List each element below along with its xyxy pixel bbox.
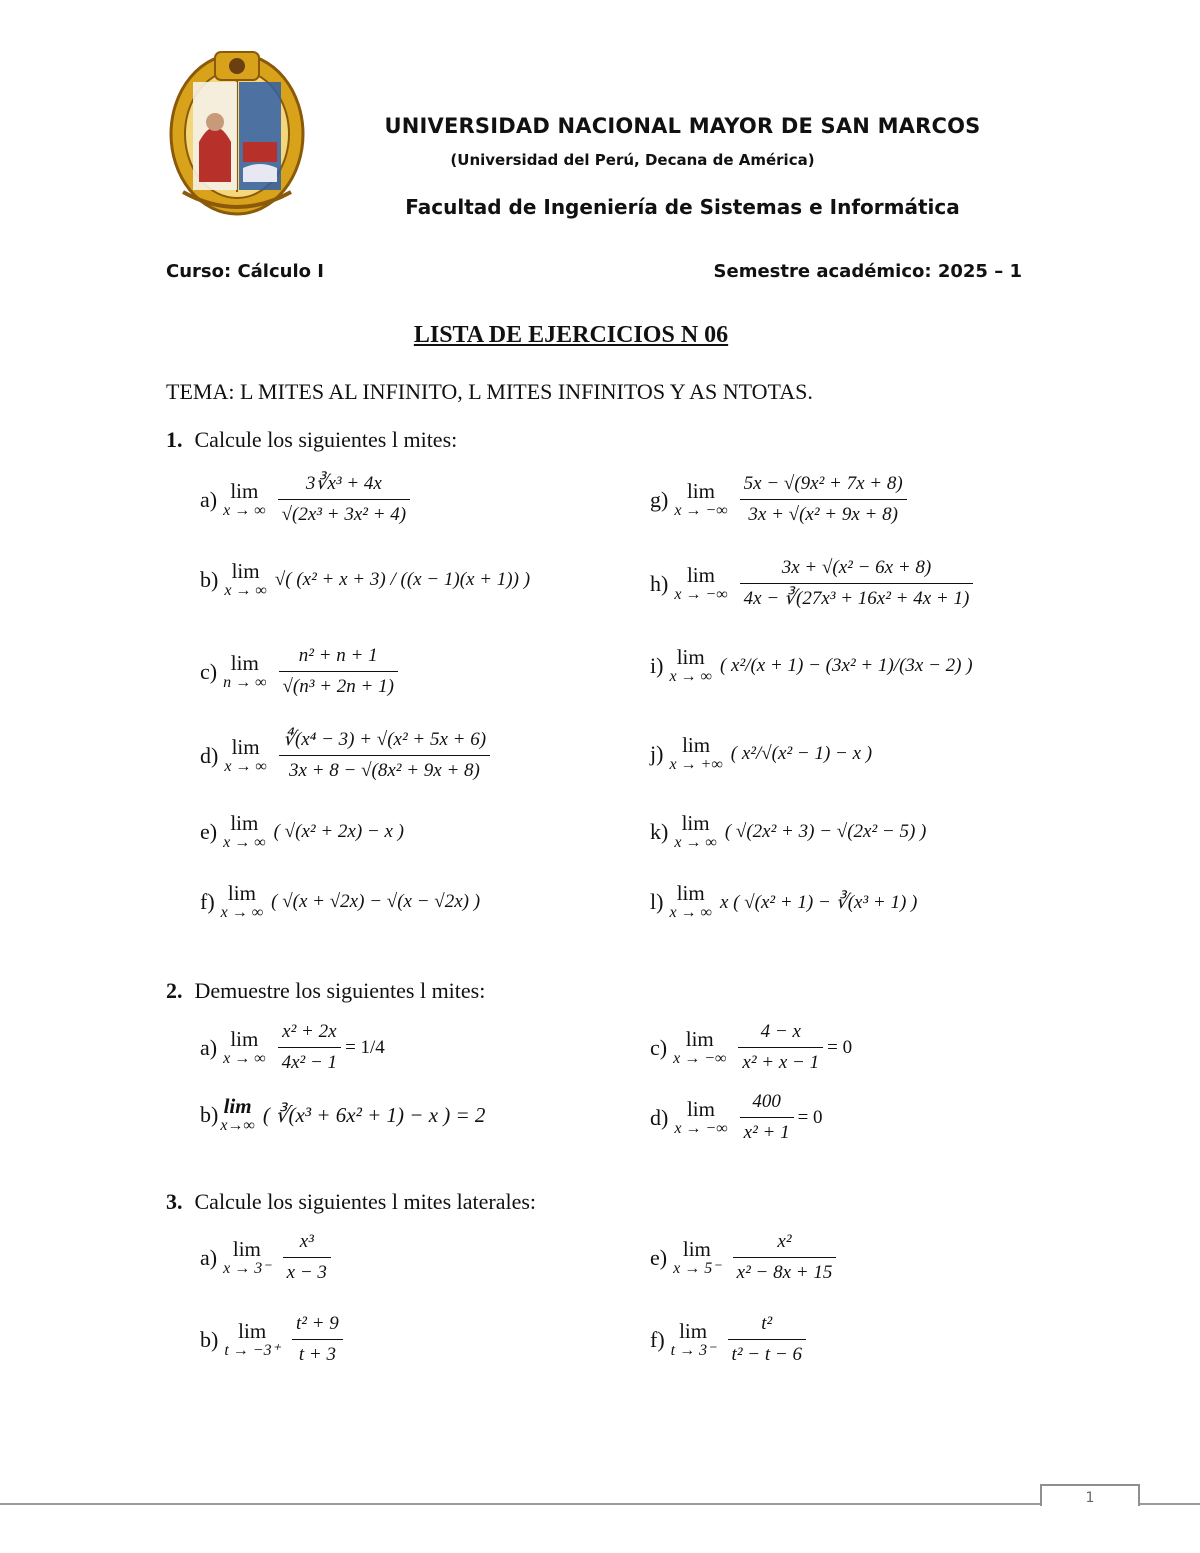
lim-word: lim [679, 1318, 708, 1343]
exercise-label: e) [650, 1244, 668, 1270]
lim-subscript: x → ∞ [669, 668, 712, 685]
exercise-label: l) [650, 889, 664, 914]
lim-subscript: x → ∞ [669, 904, 712, 921]
fraction-numerator: x² + 2x [282, 1021, 337, 1042]
lim-word: lim [682, 733, 711, 757]
exercise-2d [650, 1090, 823, 1145]
limit-result: = 0 [797, 1106, 823, 1128]
exercise-label: a) [200, 1244, 218, 1270]
fraction-denominator: 4x² − 1 [278, 1047, 341, 1075]
exercise-1g [650, 472, 911, 527]
fraction-numerator: 3∛x³ + 4x [305, 473, 382, 494]
exercise-label: b) [200, 567, 219, 592]
lim-subscript: x → ∞ [220, 904, 264, 921]
lim-word: lim [223, 1094, 252, 1118]
lim-subscript: t → −3⁺ [224, 1341, 281, 1359]
course-label: Curso: Cálculo I [166, 261, 324, 282]
exercise-1f [200, 882, 480, 922]
lim-subscript: x → ∞ [223, 834, 266, 851]
lim-word: lim [238, 1318, 267, 1343]
exercise-1e [200, 812, 404, 852]
fraction-numerator: n² + n + 1 [298, 645, 378, 666]
lim-subscript: x → ∞ [224, 757, 267, 775]
lim-subscript: x→∞ [220, 1117, 255, 1134]
fraction-denominator: x² + 1 [740, 1117, 794, 1145]
lim-word: lim [686, 478, 715, 503]
fraction-numerator: 3x + √(x² − 6x + 8) [781, 557, 932, 578]
limit-expression: ( ∛(x³ + 6x² + 1) − x ) = 2 [262, 1102, 486, 1127]
lim-subscript: x → 5⁻ [673, 1259, 721, 1277]
exercise-label: g) [650, 486, 669, 512]
limit-expression: √( (x² + x + 3) / ((x − 1)(x + 1)) ) [274, 569, 531, 590]
exercise-label: d) [650, 1104, 669, 1130]
lim-subscript: x → ∞ [223, 1049, 266, 1067]
lim-subscript: x → ∞ [674, 834, 717, 851]
university-name: UNIVERSIDAD NACIONAL MAYOR DE SAN MARCOS [384, 114, 981, 138]
fraction-numerator: x³ [299, 1231, 314, 1252]
exercise-label: j) [650, 741, 664, 766]
lim-word: lim [686, 1096, 715, 1121]
faculty-name: Facultad de Ingeniería de Sistemas e Informática [405, 195, 960, 219]
exercise-label: c) [650, 1034, 668, 1060]
fraction-denominator: 3x + 8 − √(8x² + 9x + 8) [279, 755, 490, 783]
fraction-denominator: x² + x − 1 [738, 1047, 823, 1075]
fraction-denominator: x − 3 [283, 1257, 331, 1285]
fraction-numerator: 400 [752, 1091, 781, 1112]
section-2-heading [166, 978, 485, 1004]
limit-expression: ( √(2x² + 3) − √(2x² − 5) ) [724, 821, 927, 842]
lim-word: lim [231, 559, 260, 583]
topic-line: TEMA: L MITES AL INFINITO, L MITES INFINITOS Y AS NTOTAS. [166, 379, 813, 404]
limit-expression: ( √(x + √2x) − √(x − √2x) ) [271, 891, 481, 912]
fraction-denominator: t + 3 [292, 1339, 343, 1367]
lim-word: lim [230, 1026, 259, 1051]
exercise-label: h) [650, 570, 669, 596]
exercise-3f [650, 1312, 810, 1367]
lim-word: lim [681, 811, 710, 835]
lim-subscript: x → ∞ [223, 501, 266, 519]
limit-expression: x ( √(x² + 1) − ∛(x³ + 1) ) [719, 891, 918, 913]
limit-expression: ( x²/√(x² − 1) − x ) [730, 743, 873, 764]
section-1-heading [166, 427, 457, 453]
exercise-label: f) [200, 889, 215, 914]
exercise-3e [650, 1230, 840, 1285]
lim-subscript: n → ∞ [223, 673, 267, 691]
lim-word: lim [676, 645, 705, 669]
lim-subscript: x → −∞ [673, 1049, 727, 1067]
limit-expression: ( x²/(x + 1) − (3x² + 1)/(3x − 2) ) [719, 655, 973, 676]
page-number: 1 [1085, 1490, 1095, 1506]
section-3-heading [166, 1189, 536, 1215]
lim-subscript: x → 3⁻ [223, 1259, 271, 1277]
lim-subscript: x → −∞ [674, 1119, 728, 1137]
exercise-label: e) [200, 819, 218, 844]
exercise-label: b) [200, 1102, 219, 1127]
footer-divider [0, 1503, 1200, 1505]
lim-subscript: x → ∞ [224, 582, 267, 599]
exercise-label: d) [200, 742, 219, 768]
lim-word: lim [230, 478, 259, 503]
section-2-prompt: Demuestre los siguientes l mites: [194, 978, 486, 1003]
exercise-1d [200, 728, 494, 783]
exercise-3a [200, 1230, 335, 1285]
fraction-numerator: 4 − x [760, 1021, 801, 1042]
exercise-label: f) [650, 1326, 665, 1352]
fraction-denominator: √(2x³ + 3x² + 4) [278, 499, 410, 527]
section-2-number: 2. [166, 978, 183, 1003]
limit-result: = 0 [827, 1036, 853, 1058]
exercise-label: b) [200, 1326, 219, 1352]
exercise-3b [200, 1312, 347, 1367]
exercise-label: i) [650, 653, 664, 678]
section-1-prompt: Calcule los siguientes l mites: [194, 427, 458, 452]
exercise-2a [200, 1020, 385, 1075]
section-3-number: 3. [166, 1189, 183, 1214]
exercise-1j [650, 734, 872, 774]
exercise-label: c) [200, 658, 218, 684]
lim-word: lim [682, 1236, 711, 1261]
exercise-2c [650, 1020, 852, 1075]
exercise-1b [200, 560, 530, 600]
lim-word: lim [685, 1026, 714, 1051]
fraction-denominator: t² − t − 6 [728, 1339, 806, 1367]
semester-label: Semestre académico: 2025 – 1 [713, 261, 1022, 282]
exercise-1l [650, 882, 917, 922]
fraction-numerator: x² [777, 1231, 792, 1252]
exercise-1h [650, 556, 977, 611]
fraction-numerator: 5x − √(9x² + 7x + 8) [743, 473, 903, 494]
lim-word: lim [676, 881, 705, 905]
fraction-denominator: 3x + √(x² + 9x + 8) [740, 499, 907, 527]
lim-word: lim [232, 1236, 261, 1261]
section-1-number: 1. [166, 427, 183, 452]
exercise-2b [200, 1095, 485, 1135]
fraction-numerator: ∜(x⁴ − 3) + √(x² + 5x + 6) [282, 729, 487, 750]
fraction-denominator: 4x − ∛(27x³ + 16x² + 4x + 1) [740, 583, 974, 611]
exercise-label: k) [650, 819, 669, 844]
exercise-1i [650, 646, 973, 686]
fraction-denominator: √(n³ + 2n + 1) [279, 671, 398, 699]
fraction-numerator: t² + 9 [296, 1313, 339, 1334]
fraction-denominator: x² − 8x + 15 [733, 1257, 837, 1285]
exercise-label: a) [200, 486, 218, 512]
exercise-1a [200, 472, 414, 527]
university-subtitle: (Universidad del Perú, Decana de América) [450, 151, 815, 169]
lim-subscript: x → −∞ [674, 501, 728, 519]
limit-result: = 1/4 [345, 1036, 385, 1058]
exercise-1k [650, 812, 926, 852]
exercise-label: a) [200, 1034, 218, 1060]
lim-subscript: x → +∞ [669, 756, 723, 773]
lim-subscript: x → −∞ [674, 585, 728, 603]
exercise-1c [200, 644, 402, 699]
document-title: LISTA DE EJERCICIOS N 06 [413, 322, 729, 348]
section-3-prompt: Calcule los siguientes l mites laterales: [194, 1189, 537, 1214]
lim-word: lim [230, 811, 259, 835]
lim-word: lim [230, 650, 259, 675]
lim-subscript: t → 3⁻ [670, 1341, 716, 1359]
lim-word: lim [227, 881, 256, 905]
lim-word: lim [231, 734, 260, 759]
limit-expression: ( √(x² + 2x) − x ) [273, 821, 404, 842]
lim-word: lim [686, 562, 715, 587]
fraction-numerator: t² [761, 1313, 773, 1334]
